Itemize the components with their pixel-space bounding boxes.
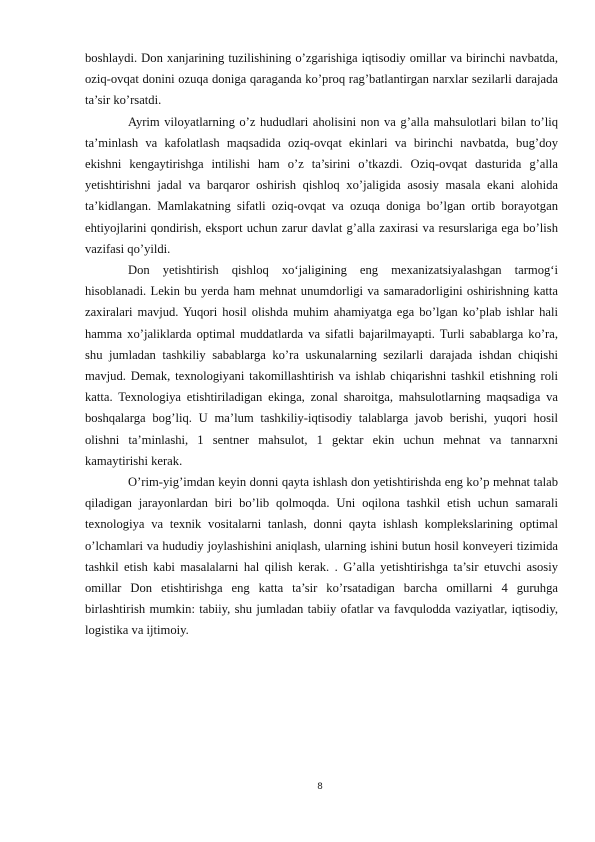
paragraph-4: O’rim-yig’imdan keyin donni qayta ishlash don yetishtirishda eng ko’p mehnat talab qiladigan jarayonlardan biri bo’lib qolmoqda. Uni oqilona tashkil etish uchun samarali texnologiya va texnik vositalarni tanlash, donni qayta ishlash komplekslarining optimal o’lchamlari va hududiy joylashishini aniqlash, ularning ishini butun hosil konveyeri tizimida tashkil etish kabi masalalarni hal qilish kerak. . G’alla yetishtirishga ta’sir etuvchi asosiy omillar Don etishtirishga eng katta ta’sir ko’rsatadigan barcha omillarni 4 guruhga birlashtirish mumkin: tabiiy, shu jumladan tabiiy ofatlar va favqulodda vaziyatlar, iqtisodiy, logistika va ijtimoiy. [85,475,558,638]
paragraph-3: Don yetishtirish qishloq xo‘jaligining eng mexanizatsiyalashgan tarmog‘i hisoblanadi. Lekin bu yerda ham mehnat unumdorligi va samaradorligini oshirishning katta zaxiralari mavjud. Yuqori hosil olishda muhim ahamiyatga ega bo’lgan ko’plab ishlar hali hamma xo’jaliklarda optimal muddatlarda va sifatli bajarilmayapti. Turli sabablarga ko’ra, shu jumladan tashkiliy sabablarga ko’ra uskunalarning sezilarli darajada ishdan chiqishi mavjud. Demak, texnologiyani takomillashtirish va ishlab chiqarishni tashkil etishning roli katta. Texnologiya etishtiriladigan ekinga, zonal sharoitga, mahsulotlarning maqsadiga va boshqalarga bog’liq. U ma’lum tashkiliy-iqtisodiy talablarga javob berishi, yuqori hosil olishni ta’minlashi, 1 sentner mahsulot, 1 gektar ekin uchun mehnat va tannarxni kamaytirishi kerak. [85,263,558,468]
page-number: 8 [317,781,323,792]
paragraph-1: boshlaydi. Don xanjarining tuzilishining o’zgarishiga iqtisodiy omillar va birinchi navbatda, oziq-ovqat donini ozuqa doniga qaraganda ko’proq rag’batlantirgan narxlar sezilarli darajada ta’sir ko’rsatdi. [85,51,558,108]
document-body [85,48,558,642]
paragraph-2: Ayrim viloyatlarning o’z hududlari aholisini non va g’alla mahsulotlari bilan to’liq ta’minlash va kafolatlash maqsadida oziq-ovqat ekinlari va birinchi navbatda, bug’doy ekishni kengaytirishga intilishi ham o’z ta’sirini o’tkazdi. Oziq-ovqat dasturida g’alla yetishtirishni jadal va barqaror oshirish qishloq xo’jaligida asosiy masala ekani alohida ta’kidlangan. Mamlakatning sifatli oziq-ovqat va ozuqa doniga bo’lgan ortib borayotgan ehtiyojlarini qondirish, eksport uchun zarur davlat g’alla zaxirasi va resurslariga ega bo’lish vazifasi qo’yildi. [85,114,558,256]
